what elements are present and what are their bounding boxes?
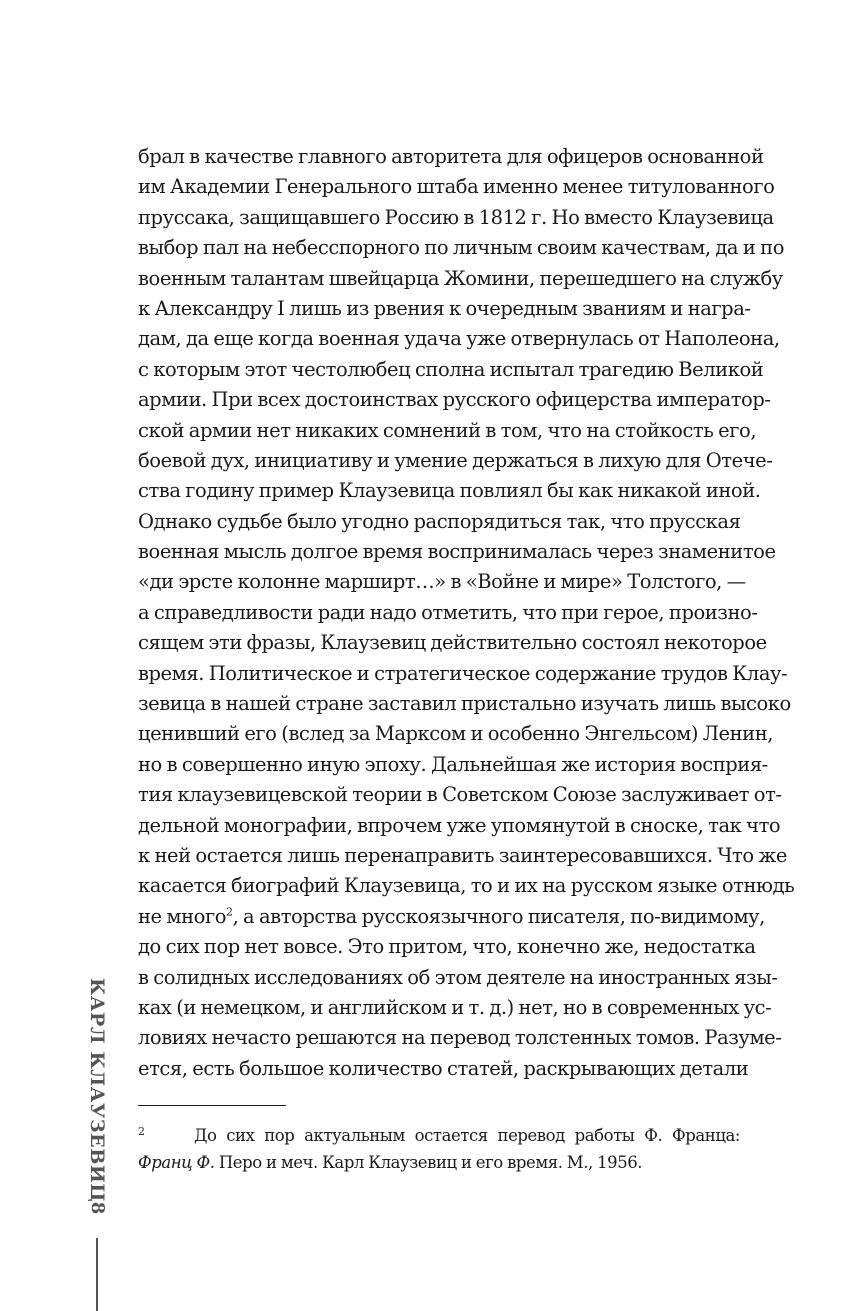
text-line: дам, да еще когда военная удача уже отвернулась от Наполеона, (138, 327, 780, 351)
text-line: ской армии нет никаких сомнений в том, что на стойкость его, (138, 418, 757, 442)
text-line: ства годину пример Клаузевица повлиял бы как никакой иной. (138, 479, 761, 503)
text-line: пруссака, защищавшего Россию в 1812 г. Но вместо Клаузевица (138, 205, 774, 229)
text-line: выбор пал на небесспорного по личным своим качествам, да и по (138, 236, 784, 260)
text-line: дельной монографии, впрочем уже упомянутой в сноске, так что (138, 813, 781, 837)
page-number (85, 1196, 109, 1220)
footnote-reference[interactable]: 2 (226, 905, 233, 919)
page-number-text: 8 (87, 1201, 108, 1215)
footnote-line: 2 До сих пор актуальным остается перевод работы Ф. Франца: (138, 1124, 740, 1145)
text-line: ется, есть большое количество статей, раскрывающих детали (138, 1056, 749, 1080)
running-head-text: КАРЛ КЛАУЗЕВИЦ (86, 978, 108, 1203)
text-fragment: не много (138, 904, 226, 928)
text-line: с которым этот честолюбец сполна испытал трагедию Великой (138, 357, 764, 381)
text-line: Однако судьбе было угодно распорядиться так, что прусская (138, 509, 741, 533)
footnote (138, 1122, 740, 1176)
text-line: ценивший его (вслед за Марксом и особенно Энгельсом) Ленин, (138, 722, 774, 746)
text-line: боевой дух, инициативу и умение держаться в лихую для Отече- (138, 448, 773, 472)
running-head (82, 978, 112, 1203)
main-text (138, 142, 795, 1084)
text-line: брал в качестве главного авторитета для офицеров основанной (138, 145, 764, 168)
text-line: ловиях нечасто решаются на перевод толстенных томов. Разуме- (138, 1026, 782, 1050)
text-line: время. Политическое и стратегическое содержание трудов Клау- (138, 661, 788, 685)
text-line: до сих пор нет вовсе. Это притом, что, конечно же, недостатка (138, 935, 756, 959)
text-line: а справедливости ради надо отметить, что при герое, произно- (138, 600, 758, 624)
text-line: «ди эрсте колонне марширт…» в «Войне и мире» Толстого, — (138, 570, 746, 594)
text-line: зевица в нашей стране заставил пристально изучать лишь высоко (138, 692, 791, 716)
text-line: тия клаузевицевской теории в Советском Союзе заслуживает от- (138, 783, 782, 807)
text-line: касается биографий Клаузевица, то и их на русском языке отнюдь (138, 874, 795, 898)
text-line: к Александру I лишь из рвения к очередным званиям и награ- (138, 296, 751, 320)
footnote-text: Перо и меч. Карл Клаузевиц и его время. М., 1956. (214, 1153, 643, 1172)
text-line: сящем эти фразы, Клаузевиц действительно состоял некоторое (138, 631, 767, 655)
text-line: им Академии Генерального штаба именно менее титулованного (138, 175, 775, 199)
footnote-text: До сих пор актуальным остается перевод работы Ф. Франца: (194, 1126, 740, 1145)
text-line: к ней остается лишь перенаправить заинтересовавшихся. Что же (138, 843, 788, 867)
text-line: в солидных исследованиях об этом деятеле на иностранных язы- (138, 965, 778, 989)
footnote-line (138, 1149, 740, 1176)
text-line-with-footnote-ref (138, 902, 765, 932)
footnote-divider (138, 1105, 286, 1106)
text-fragment: , а авторства русскоязычного писателя, по-видимому, (232, 904, 765, 928)
text-line: военная мысль долгое время воспринималась через знаменитое (138, 540, 776, 564)
text-line: ках (и немецком, и английском и т. д.) нет, но в современных ус- (138, 995, 772, 1019)
text-line: военным талантам швейцарца Жомини, перешедшего на службу (138, 266, 783, 290)
margin-rule (96, 1238, 98, 1311)
footnote-author: Франц Ф. (138, 1153, 215, 1172)
text-line: но в совершенно иную эпоху. Дальнейшая же история восприя- (138, 752, 768, 776)
text-line: армии. При всех достоинствах русского офицерства император- (138, 388, 771, 412)
